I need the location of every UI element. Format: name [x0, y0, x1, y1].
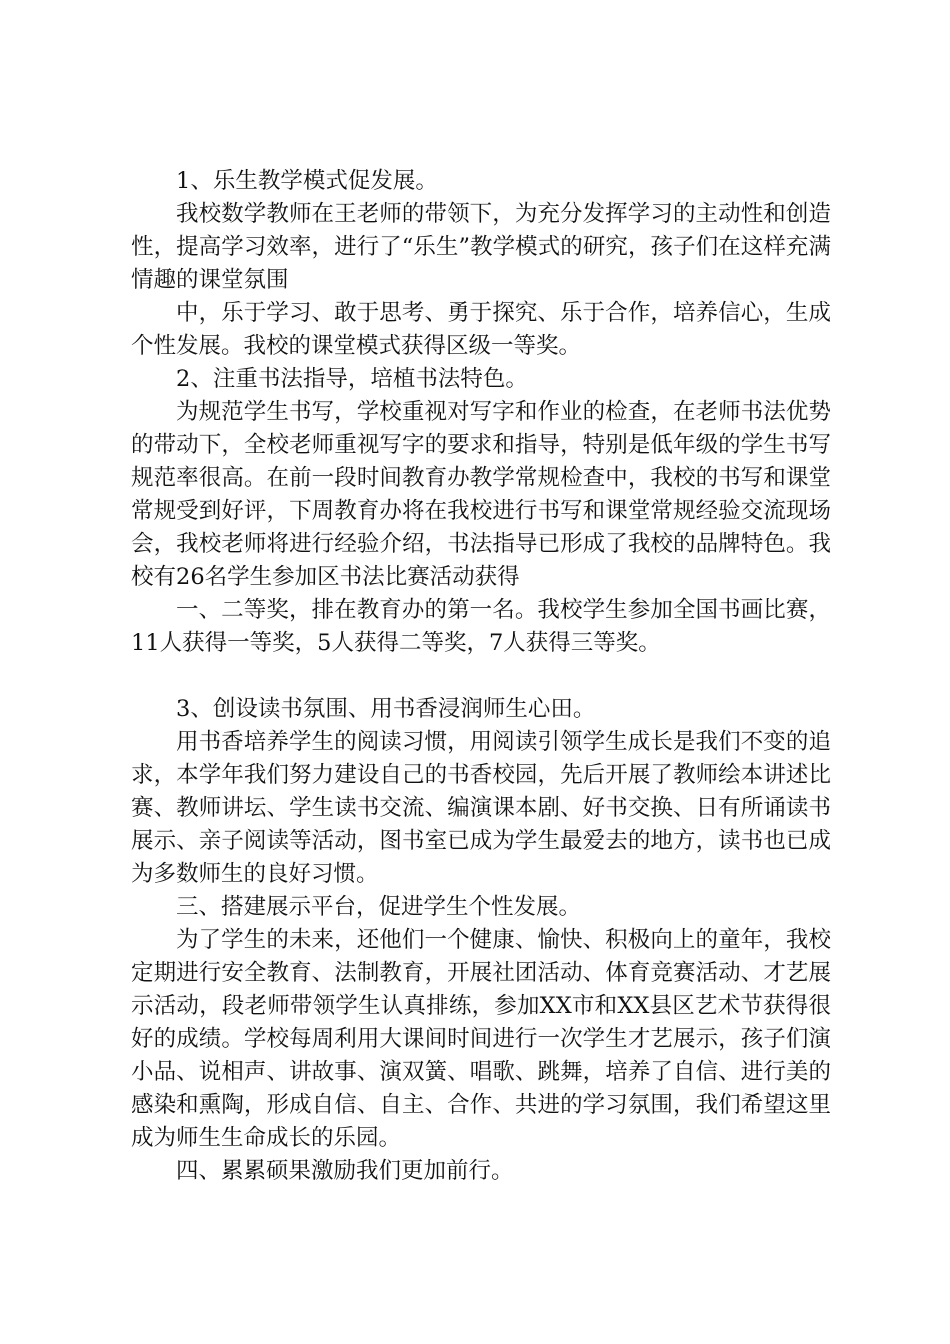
- document-page: [131, 165, 831, 1188]
- section-heading-2: 2、注重书法指导，培植书法特色。: [176, 366, 528, 392]
- body-paragraph: 一、二等奖，排在教育办的第一名。我校学生参加全国书画比赛，11人获得一等奖，5人获得二等奖，7人获得三等奖。: [131, 597, 831, 656]
- section-heading-3: 3、创设读书氛围、用书香浸润师生心田。: [176, 696, 596, 722]
- body-paragraph: 中，乐于学习、敢于思考、勇于探究、乐于合作，培养信心，生成个性发展。我校的课堂模式获得区级一等奖。: [131, 300, 831, 359]
- section-heading-1: 1、乐生教学模式促发展。: [176, 168, 438, 194]
- body-paragraph: 为了学生的未来，还他们一个健康、愉快、积极向上的童年，我校定期进行安全教育、法制教育，开展社团活动、体育竞赛活动、才艺展示活动，段老师带领学生认真排练，参加XX市和XX县区艺术节获得很好的成绩。学校每周利用大课间时间进行一次学生才艺展示，孩子们演小品、说相声、讲故事、演双簧、唱歌、跳舞，培养了自信、进行美的感染和熏陶，形成自信、自主、合作、共进的学习氛围，我们希望这里成为师生生命成长的乐园。: [131, 927, 831, 1151]
- section-heading-part-4: 四、累累硕果激励我们更加前行。: [176, 1158, 514, 1184]
- section-heading-part-3: 三、搭建展示平台，促进学生个性发展。: [176, 894, 582, 920]
- body-paragraph: 为规范学生书写，学校重视对写字和作业的检查，在老师书法优势的带动下，全校老师重视写字的要求和指导，特别是低年级的学生书写规范率很高。在前一段时间教育办教学常规检查中，我校的书写和课堂常规受到好评，下周教育办将在我校进行书写和课堂常规经验交流现场会，我校老师将进行经验介绍，书法指导已形成了我校的品牌特色。我校有26名学生参加区书法比赛活动获得: [131, 399, 831, 590]
- body-paragraph: 我校数学教师在王老师的带领下，为充分发挥学习的主动性和创造性，提高学习效率，进行了“乐生”教学模式的研究，孩子们在这样充满情趣的课堂氛围: [131, 201, 831, 293]
- body-paragraph: 用书香培养学生的阅读习惯，用阅读引领学生成长是我们不变的追求，本学年我们努力建设自己的书香校园，先后开展了教师绘本讲述比赛、教师讲坛、学生读书交流、编演课本剧、好书交换、日有所诵读书展示、亲子阅读等活动，图书室已成为学生最爱去的地方，读书也已成为多数师生的良好习惯。: [131, 729, 831, 887]
